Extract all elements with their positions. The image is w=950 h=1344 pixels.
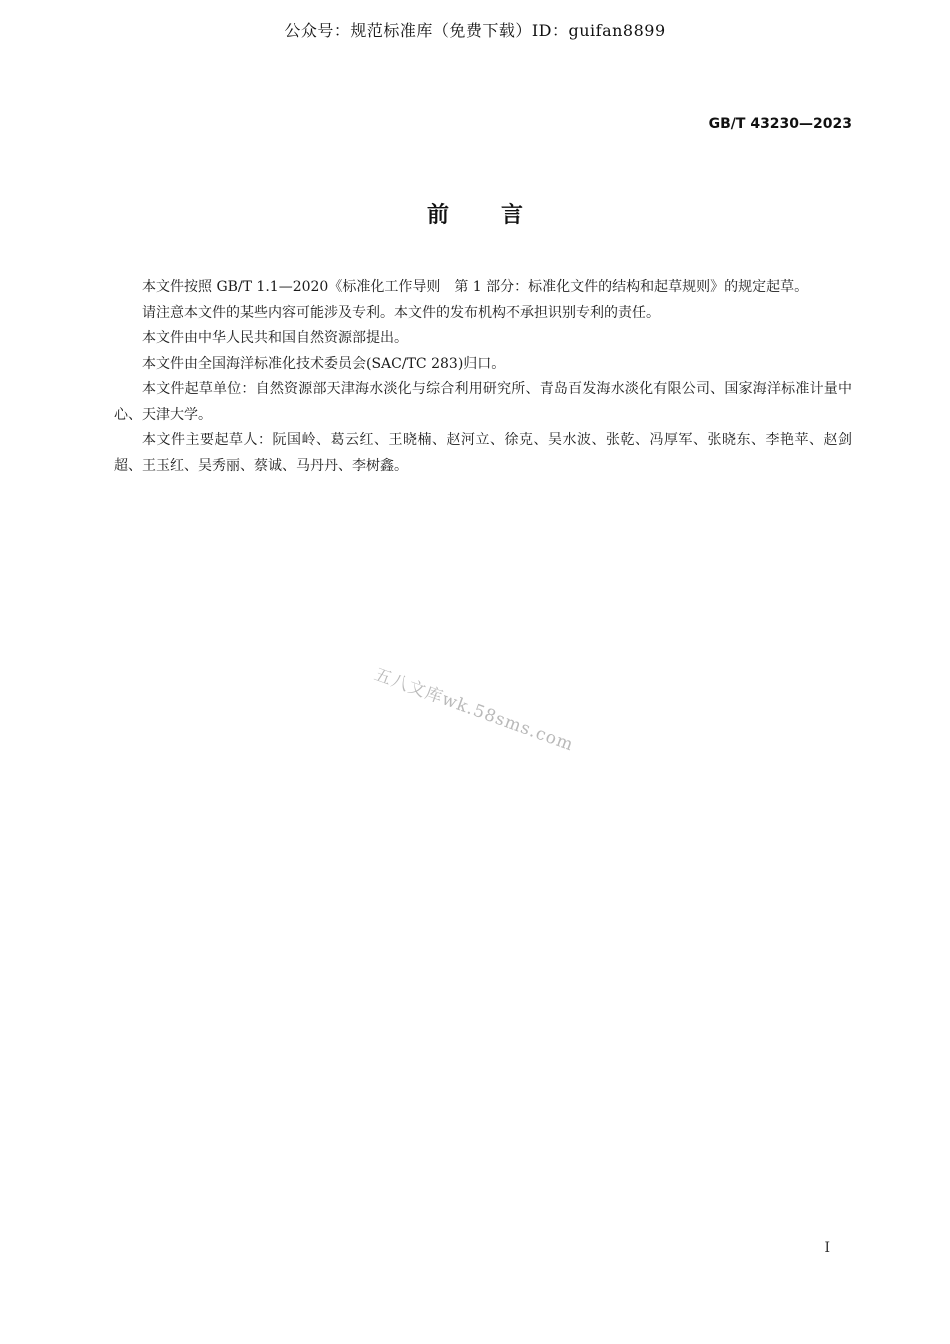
paragraph-technical-committee: 本文件由全国海洋标准化技术委员会(SAC/TC 283)归口。 (142, 355, 506, 372)
paragraph-drafting-units: 本文件起草单位：自然资源部天津海水淡化与综合利用研究所、青岛百发海水淡化有限公司、国家海洋标准计量中心、天津大学。 (114, 381, 852, 423)
page-number: I (824, 1240, 830, 1256)
paragraph-drafting-rules: 本文件按照 GB/T 1.1—2020《标准化工作导则 第 1 部分：标准化文件的结构和起草规则》的规定起草。 (142, 279, 809, 295)
watermark: 五八文库wk.58sms.com (371, 664, 577, 756)
document-code: GB/T 43230—2023 (708, 116, 852, 132)
preface-body (114, 275, 852, 479)
paragraph-patent-notice: 请注意本文件的某些内容可能涉及专利。本文件的发布机构不承担识别专利的责任。 (142, 304, 660, 321)
source-banner: 公众号：规范标准库（免费下载）ID：guifan8899 (284, 21, 666, 40)
page-title: 前言 (426, 203, 575, 228)
paragraph-drafters: 本文件主要起草人：阮国岭、葛云红、王晓楠、赵河立、徐克、吴水波、张乾、冯厚军、张晓东、李艳苹、赵剑超、王玉红、吴秀丽、蔡诚、马丹丹、李树鑫。 (114, 432, 852, 474)
paragraph-proposer: 本文件由中华人民共和国自然资源部提出。 (142, 330, 408, 346)
